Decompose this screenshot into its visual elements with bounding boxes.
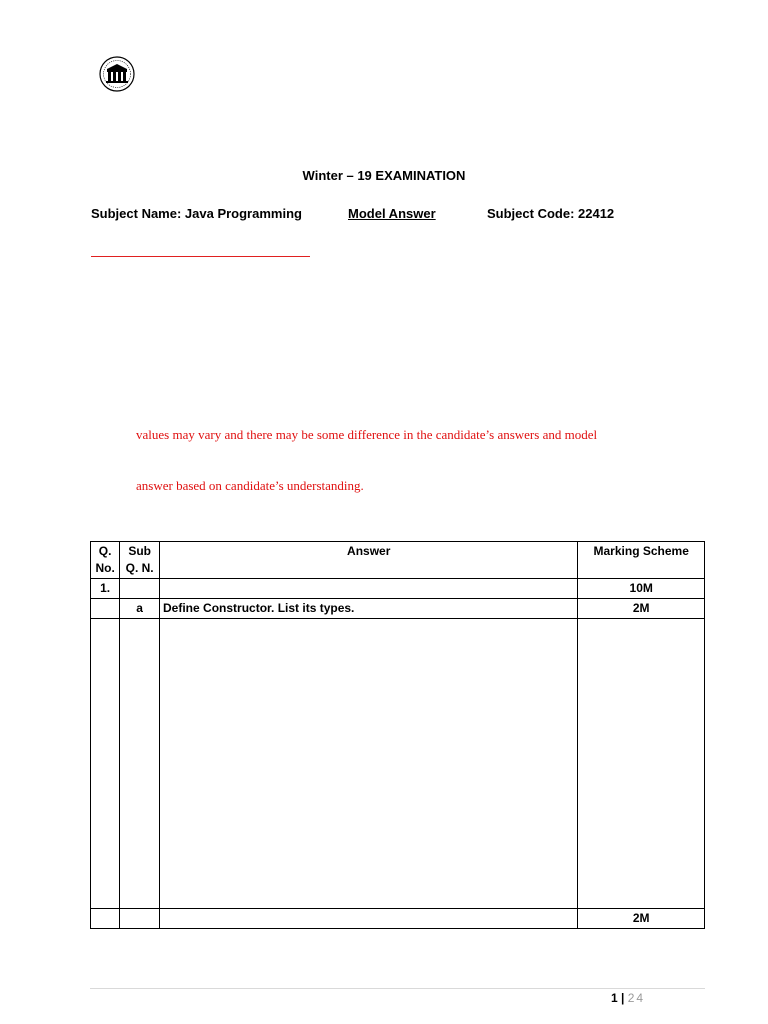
table-row xyxy=(91,909,705,929)
answer-table xyxy=(90,541,705,929)
cell-q-no xyxy=(91,909,120,929)
table-row xyxy=(91,579,705,599)
instruction-note-line-1: values may vary and there may be some difference in the candidate’s answers and model xyxy=(136,427,598,442)
footer-divider xyxy=(90,988,705,989)
cell-sub-qn: a xyxy=(120,599,160,619)
institution-logo xyxy=(97,55,137,93)
model-answer-label: Model Answer xyxy=(348,206,436,221)
table-header-row xyxy=(91,542,705,579)
cell-q-no: 1. xyxy=(91,579,120,599)
cell-answer xyxy=(160,909,578,929)
header-answer: Answer xyxy=(160,542,578,579)
cell-q-no xyxy=(91,619,120,909)
cell-answer xyxy=(160,619,578,909)
page-number xyxy=(611,991,645,1005)
cell-sub-qn xyxy=(120,909,160,929)
book-emblem-icon xyxy=(97,55,137,93)
table-row xyxy=(91,619,705,909)
page-separator: | xyxy=(621,991,625,1005)
header-q-no: Q. No. xyxy=(91,542,120,579)
cell-marks xyxy=(578,619,705,909)
cell-answer xyxy=(160,579,578,599)
header-sub-qn: Sub Q. N. xyxy=(120,542,160,579)
instruction-note-line-2: answer based on candidate’s understanding. xyxy=(136,478,364,493)
cell-sub-qn xyxy=(120,619,160,909)
table-row xyxy=(91,599,705,619)
cell-marks: 2M xyxy=(578,599,705,619)
exam-title: Winter – 19 EXAMINATION xyxy=(302,168,466,183)
cell-q-no xyxy=(91,599,120,619)
subject-name: Subject Name: Java Programming xyxy=(91,206,302,221)
cell-answer: Define Constructor. List its types. xyxy=(160,599,578,619)
cell-sub-qn xyxy=(120,579,160,599)
cell-marks: 2M xyxy=(578,909,705,929)
cell-marks: 10M xyxy=(578,579,705,599)
current-page: 1 xyxy=(611,991,618,1005)
total-pages: 24 xyxy=(627,991,646,1005)
subject-code: Subject Code: 22412 xyxy=(487,206,615,221)
header-marking-scheme: Marking Scheme xyxy=(578,542,705,579)
red-divider xyxy=(91,256,310,257)
